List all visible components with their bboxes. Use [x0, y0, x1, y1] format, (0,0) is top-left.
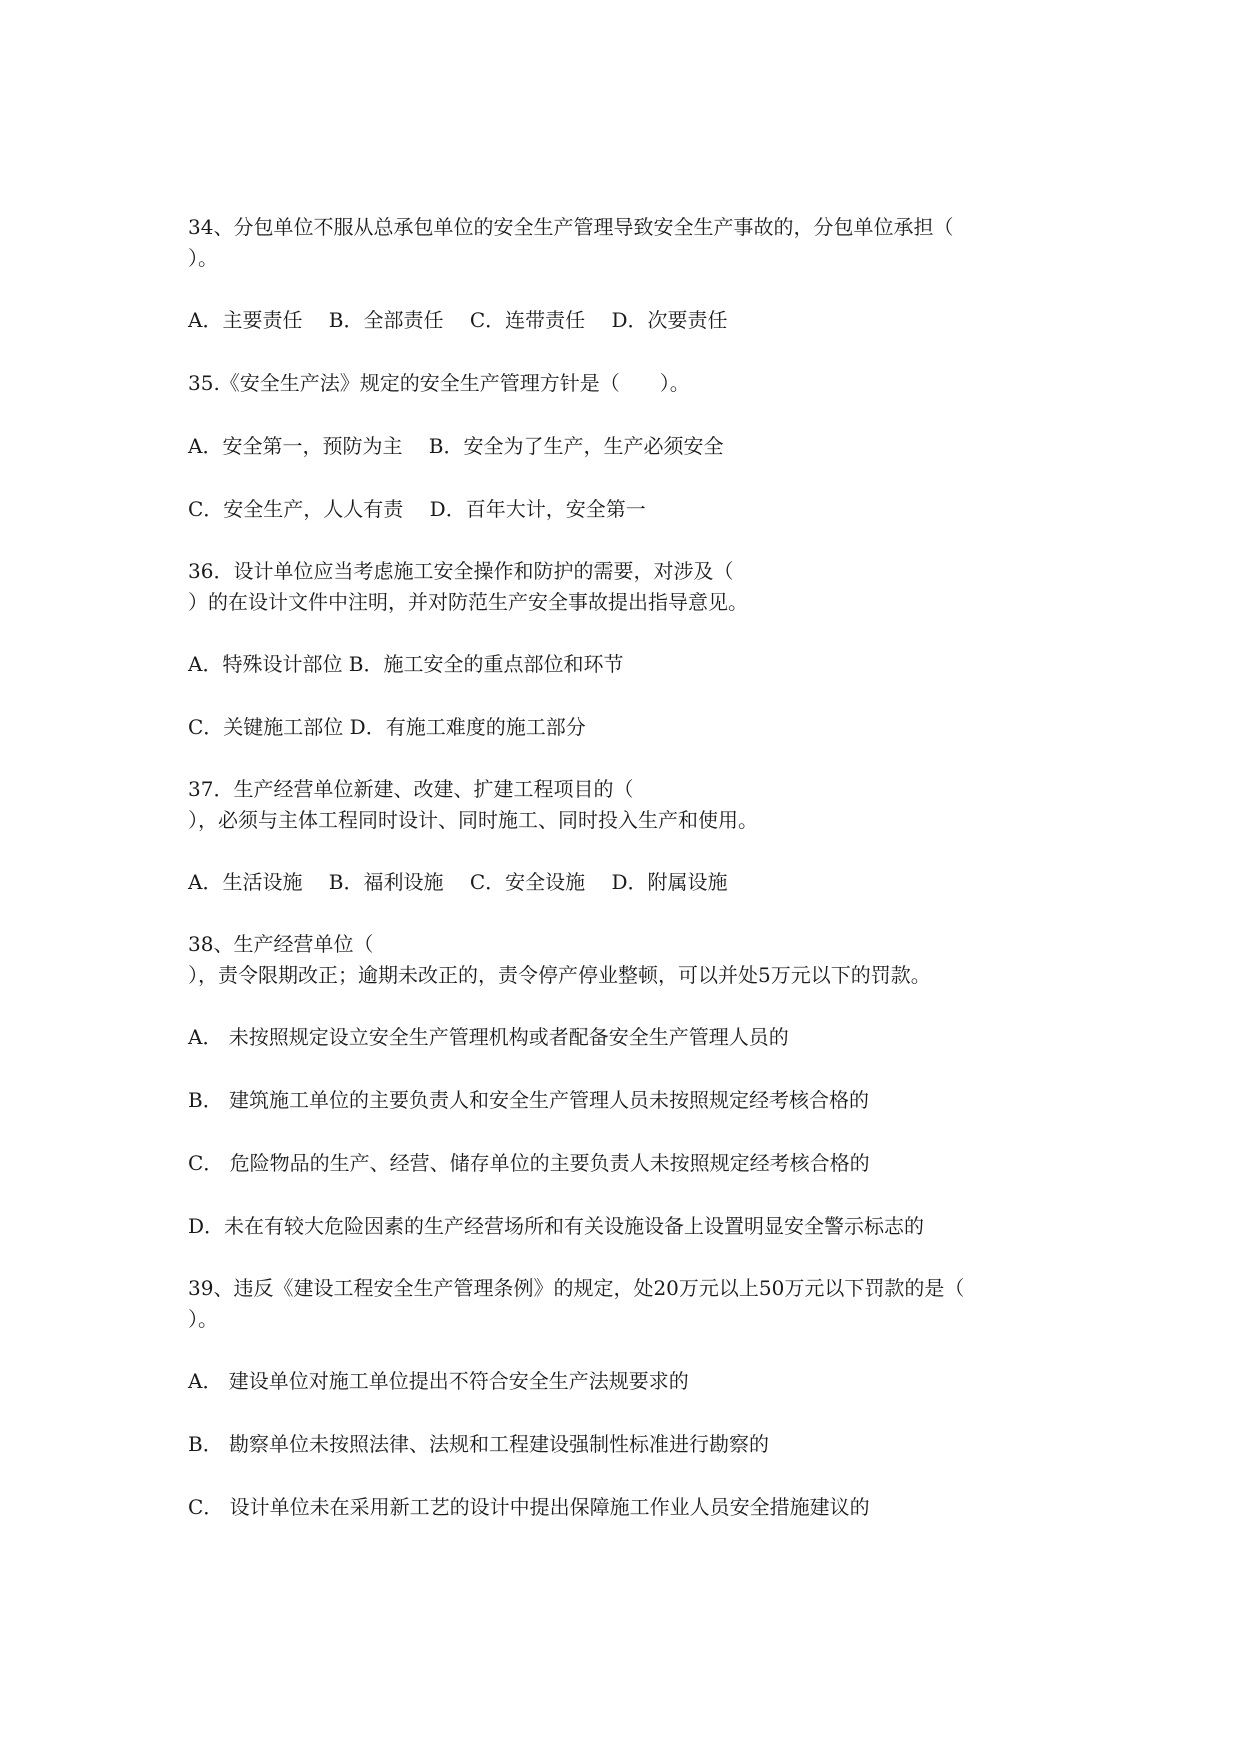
question-34-stem-line2: ）。: [188, 246, 218, 270]
question-38-stem-line1: 38、生产经营单位（: [188, 932, 374, 956]
question-39-option-c: [188, 1491, 1068, 1524]
question-35-options-line1: A．安全第一，预防为主 B．安全为了生产，生产必须安全: [188, 434, 724, 458]
question-34-options-line: A．主要责任 B．全部责任 C．连带责任 D．次要责任: [188, 308, 728, 332]
document-page: [188, 212, 1068, 1554]
question-36-options-line2: C．关键施工部位 D．有施工难度的施工部分: [188, 715, 586, 739]
question-38-option-c-text: C． 危险物品的生产、经营、储存单位的主要负责人未按照规定经考核合格的: [188, 1151, 870, 1175]
question-34-options: [188, 304, 1068, 337]
question-36-options-1: [188, 648, 1068, 681]
question-38-option-b: [188, 1084, 1068, 1117]
question-36: [188, 556, 1068, 618]
question-37-stem-line2: ），必须与主体工程同时设计、同时施工、同时投入生产和使用。: [188, 808, 758, 832]
question-38-option-a: [188, 1021, 1068, 1054]
question-35-options-2: [188, 493, 1068, 526]
question-37-options-line: A．生活设施 B．福利设施 C．安全设施 D．附属设施: [188, 870, 728, 894]
question-36-stem-line1: 36．设计单位应当考虑施工安全操作和防护的需要，对涉及（: [188, 559, 734, 583]
question-38-option-d: [188, 1210, 1068, 1243]
question-37-stem-line1: 37．生产经营单位新建、改建、扩建工程项目的（: [188, 777, 634, 801]
question-35: [188, 367, 1068, 400]
question-38-option-c: [188, 1147, 1068, 1180]
question-39: [188, 1273, 1068, 1335]
question-35-options-1: [188, 430, 1068, 463]
question-39-stem-line2: ）。: [188, 1307, 218, 1331]
question-34: [188, 212, 1068, 274]
question-38-option-a-text: A． 未按照规定设立安全生产管理机构或者配备安全生产管理人员的: [188, 1025, 789, 1049]
question-34-stem-line1: 34、分包单位不服从总承包单位的安全生产管理导致安全生产事故的，分包单位承担（: [188, 215, 954, 239]
question-37: [188, 774, 1068, 836]
question-38-option-d-text: D．未在有较大危险因素的生产经营场所和有关设施设备上设置明显安全警示标志的: [188, 1214, 925, 1238]
question-38-option-b-text: B． 建筑施工单位的主要负责人和安全生产管理人员未按照规定经考核合格的: [188, 1088, 870, 1112]
question-39-option-b: [188, 1428, 1068, 1461]
question-38-stem-line2: ），责令限期改正；逾期未改正的，责令停产停业整顿，可以并处5万元以下的罚款。: [188, 963, 931, 987]
question-39-option-c-text: C． 设计单位未在采用新工艺的设计中提出保障施工作业人员安全措施建议的: [188, 1495, 870, 1519]
question-39-option-a-text: A． 建设单位对施工单位提出不符合安全生产法规要求的: [188, 1369, 689, 1393]
question-36-options-line1: A．特殊设计部位 B．施工安全的重点部位和环节: [188, 652, 624, 676]
question-39-option-a: [188, 1365, 1068, 1398]
question-35-stem: 35.《安全生产法》规定的安全生产管理方针是（ ）。: [188, 371, 690, 395]
question-38: [188, 929, 1068, 991]
question-35-options-line2: C．安全生产，人人有责 D．百年大计，安全第一: [188, 497, 646, 521]
question-37-options: [188, 866, 1068, 899]
question-36-options-2: [188, 711, 1068, 744]
question-39-option-b-text: B． 勘察单位未按照法律、法规和工程建设强制性标准进行勘察的: [188, 1432, 770, 1456]
question-39-stem-line1: 39、违反《建设工程安全生产管理条例》的规定，处20万元以上50万元以下罚款的是（: [188, 1276, 965, 1300]
question-36-stem-line2: ）的在设计文件中注明，并对防范生产安全事故提出指导意见。: [188, 590, 748, 614]
